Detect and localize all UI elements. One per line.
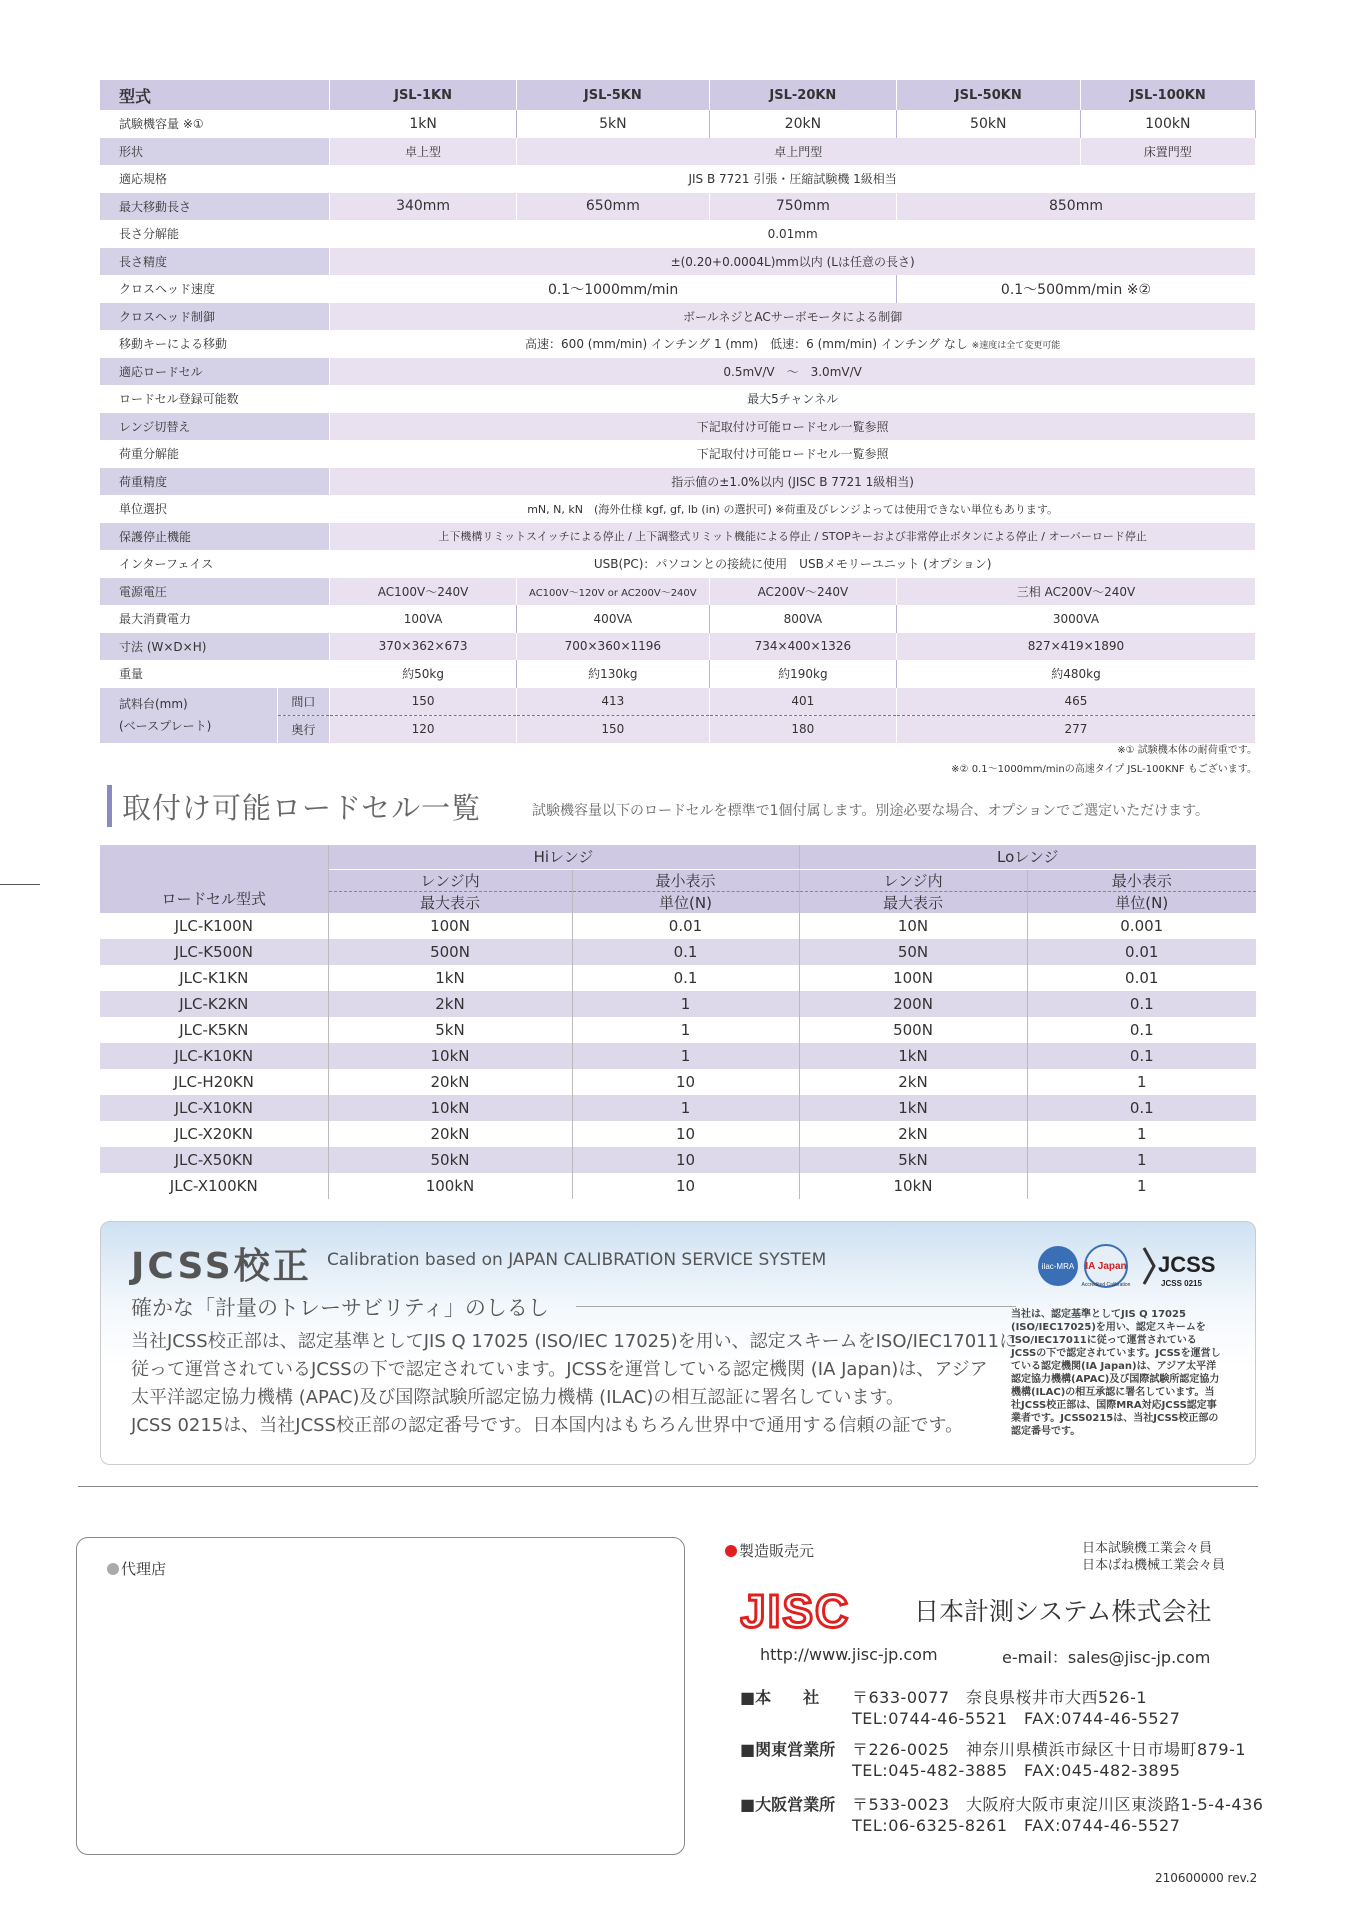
spec-row-capacity	[100, 110, 1256, 138]
spec-label: クロスヘッド制御	[100, 303, 330, 331]
lc-cell: JLC-X10KN	[100, 1095, 328, 1121]
spec-label: 適応ロードセル	[100, 358, 330, 386]
spec-value: 約190kg	[709, 660, 896, 688]
spec-row-weight	[100, 660, 1256, 688]
spec-row-consumption	[100, 605, 1256, 633]
email-link[interactable]: e-mail：sales@jisc-jp.com	[1002, 1648, 1211, 1667]
lc-cell: 1kN	[799, 1095, 1027, 1121]
maker-text: 製造販売元	[739, 1542, 815, 1560]
spec-row-protect	[100, 523, 1256, 551]
lc-cell: 20kN	[328, 1121, 572, 1147]
table-label-1: 試料台(mm)	[119, 697, 188, 711]
website-link[interactable]: http://www.jisc-jp.com	[760, 1645, 938, 1664]
jcss-logo-num: JCSS 0215	[1161, 1279, 1202, 1288]
lc-cell: 1	[572, 1017, 799, 1043]
spec-row-power	[100, 578, 1256, 606]
member-line: 日本試験機工業会々員	[1082, 1541, 1213, 1556]
lc-cell: 10	[572, 1121, 799, 1147]
spec-row-shape	[100, 138, 1256, 166]
spec-label: 寸法 (W×D×H)	[100, 633, 330, 661]
office-name: ■本 社	[740, 1688, 820, 1707]
lc-cell: 0.01	[1027, 939, 1256, 965]
lc-cell: 100N	[328, 913, 572, 939]
office-address: 〒533-0023 大阪府大阪市東淀川区東淡路1-5-4-436	[852, 1795, 1264, 1814]
lc-cell: 0.1	[1027, 991, 1256, 1017]
lc-lo-max: 最大表示	[799, 891, 1027, 913]
company-name: 日本計測システム株式会社	[914, 1597, 1212, 1626]
lc-cell: 100N	[799, 965, 1027, 991]
spec-label: 重量	[100, 660, 330, 688]
office-phone: TEL:045-482-3885 FAX:045-482-3895	[852, 1761, 1181, 1780]
spec-label: 最大消費電力	[100, 605, 330, 633]
spec-value: 277	[896, 715, 1255, 743]
spec-label: 保護停止機能	[100, 523, 330, 551]
spec-value: 0.1～1000mm/min	[330, 275, 897, 303]
model-jsl-5kn: JSL-5KN	[516, 80, 709, 110]
spec-value: 850mm	[896, 193, 1255, 221]
lc-col-model: ロードセル型式	[100, 845, 328, 913]
lc-row	[100, 1173, 1256, 1199]
lc-cell: 2kN	[328, 991, 572, 1017]
spec-header-row	[100, 80, 1256, 110]
loadcell-section-title: 取付け可能ロードセル一覧	[122, 791, 482, 825]
spec-note-1: ※① 試験機本体の耐荷重です。	[1117, 745, 1257, 756]
spec-value: 5kN	[516, 110, 709, 138]
spec-row-load-acc	[100, 468, 1256, 496]
jcss-body-line: 太平洋認定協力機構 (APAC)及び国際試験所認定協力機構 (ILAC)の相互認証に署名しています。	[131, 1387, 904, 1408]
lc-cell: JLC-H20KN	[100, 1069, 328, 1095]
spec-value: 827×419×1890	[896, 633, 1255, 661]
spec-value: 750mm	[709, 193, 896, 221]
spec-value: 400VA	[516, 605, 709, 633]
spec-row-load-res	[100, 440, 1256, 468]
revision-code: 210600000 rev.2	[1155, 1871, 1258, 1885]
jcss-body	[131, 1328, 1036, 1440]
lc-cell: 500N	[328, 939, 572, 965]
lc-cell: 10	[572, 1147, 799, 1173]
spec-label: クロスヘッド速度	[100, 275, 330, 303]
lc-cell: 1kN	[799, 1043, 1027, 1069]
lc-hi-range: Hiレンジ	[328, 845, 799, 869]
spec-value: 約130kg	[516, 660, 709, 688]
spec-value	[330, 330, 1256, 358]
lc-cell: 1	[1027, 1121, 1256, 1147]
lc-cell: 0.1	[1027, 1017, 1256, 1043]
lc-hi-unit: 単位(N)	[572, 891, 799, 913]
jcss-side-text: 当社は、認定基準としてJIS Q 17025 (ISO/IEC17025)を用い、認定スキームをISO/IEC17011に従って運営されているJCSSの下で認定されています。JCSSを運営している認定機関(IA Japan)は、アジア太平洋認定協力機構(APAC)及び国際試験所認定協力機構(ILAC)の相互承認に署名しています。当社JCSS校正部は、国際MRA対応JCSS認定事業者です。JCSS0215は、当社JCSS校正部の認定番号です。	[1011, 1309, 1221, 1437]
office-address: 〒633-0077 奈良県桜井市大西526-1	[852, 1688, 1148, 1707]
spec-value: AC100V～120V or AC200V～240V	[516, 578, 709, 606]
spec-value: 20kN	[709, 110, 896, 138]
spec-value: 50kN	[896, 110, 1080, 138]
spec-value: USB(PC)：パソコンとの接続に使用 USBメモリーユニット (オプション)	[330, 550, 1256, 578]
jcss-body-line: 従って運営されているJCSSの下で認定されています。JCSSを運営している認定機関 (IA Japan)は、アジア	[131, 1359, 988, 1380]
lc-row	[100, 1017, 1256, 1043]
spec-value: 下記取付け可能ロードセル一覧参照	[330, 413, 1256, 441]
lc-cell: 50N	[799, 939, 1027, 965]
lc-cell: 0.1	[572, 965, 799, 991]
table-label-2: (ベースプレート)	[119, 719, 212, 733]
spec-value: 401	[709, 688, 896, 716]
lc-cell: JLC-K10KN	[100, 1043, 328, 1069]
lc-cell: 5kN	[799, 1147, 1027, 1173]
jcss-tagline: 確かな「計量のトレーサビリティ」のしるし	[131, 1296, 549, 1320]
spec-value: 卓上門型	[516, 138, 1080, 166]
spec-label: 単位選択	[100, 495, 330, 523]
lc-cell: 1	[572, 1043, 799, 1069]
spec-sublabel: 間口	[277, 688, 330, 716]
lc-lo-range: Loレンジ	[799, 845, 1256, 869]
spec-value: 465	[896, 688, 1255, 716]
bullet-icon	[107, 1563, 119, 1575]
lc-cell: 10N	[799, 913, 1027, 939]
spec-value: 700×360×1196	[516, 633, 709, 661]
spec-label: インターフェイス	[100, 550, 330, 578]
move-text: 高速：600 (mm/min) インチング 1 (mm) 低速：6 (mm/min) インチング なし	[525, 337, 968, 352]
lc-header-1	[100, 845, 1256, 869]
spec-note-2: ※② 0.1～1000mm/minの高速タイプ JSL-100KNF もございます。	[951, 764, 1257, 775]
lc-row	[100, 1095, 1256, 1121]
spec-value: 100kN	[1080, 110, 1255, 138]
side-rule	[0, 884, 40, 885]
spec-row-len-acc	[100, 248, 1256, 276]
loadcell-table	[100, 845, 1256, 1199]
spec-label	[100, 688, 277, 743]
spec-label: 試験機容量 ※①	[100, 110, 330, 138]
jisc-logo	[740, 1587, 885, 1635]
spec-value: 0.1～500mm/min ※②	[896, 275, 1255, 303]
spec-label: 形状	[100, 138, 330, 166]
lc-lo-unit: 単位(N)	[1027, 891, 1256, 913]
spec-value: 413	[516, 688, 709, 716]
lc-row	[100, 913, 1256, 939]
lc-cell: 50kN	[328, 1147, 572, 1173]
spec-table	[100, 80, 1256, 743]
spec-value: 3000VA	[896, 605, 1255, 633]
jcss-subtitle: Calibration based on JAPAN CALIBRATION SERVICE SYSTEM	[327, 1250, 827, 1270]
lc-cell: JLC-K500N	[100, 939, 328, 965]
lc-cell: 0.01	[1027, 965, 1256, 991]
lc-cell: 100kN	[328, 1173, 572, 1199]
spec-value: 180	[709, 715, 896, 743]
ilac-mra-text: ilac-MRA	[1041, 1262, 1075, 1271]
lc-cell: 0.1	[1027, 1095, 1256, 1121]
spec-value: 0.01mm	[330, 220, 1256, 248]
lc-cell: JLC-X50KN	[100, 1147, 328, 1173]
lc-row	[100, 991, 1256, 1017]
spec-value: 卓上型	[330, 138, 517, 166]
lc-row	[100, 1043, 1256, 1069]
spec-row-channels	[100, 385, 1256, 413]
tagline-rule	[576, 1306, 1016, 1307]
lc-cell: 5kN	[328, 1017, 572, 1043]
spec-value: 100VA	[330, 605, 517, 633]
move-note: ※速度は全て変更可能	[971, 341, 1061, 352]
spec-value: 0.5mV/V ～ 3.0mV/V	[330, 358, 1256, 386]
lc-cell: 10kN	[799, 1173, 1027, 1199]
spec-value: 650mm	[516, 193, 709, 221]
lc-cell: 10	[572, 1173, 799, 1199]
lc-cell: 10kN	[328, 1043, 572, 1069]
spec-value: ±(0.20+0.0004L)mm以内 (Lは任意の長さ)	[330, 248, 1256, 276]
spec-row-size	[100, 633, 1256, 661]
spec-value: AC200V～240V	[709, 578, 896, 606]
jcss-title: JCSS校正	[131, 1246, 312, 1287]
spec-label: 最大移動長さ	[100, 193, 330, 221]
spec-label: 適応規格	[100, 165, 330, 193]
loadcell-section-note: 試験機容量以下のロードセルを標準で1個付属します。別途必要な場合、オプションでご選定いただけます。	[532, 803, 1209, 819]
lc-cell: 500N	[799, 1017, 1027, 1043]
spec-label: ロードセル登録可能数	[100, 385, 330, 413]
jcss-logo-text: JCSS	[1158, 1252, 1216, 1277]
lc-cell: 1	[572, 1095, 799, 1121]
spec-value: 指示値の±1.0%以内 (JISC B 7721 1級相当)	[330, 468, 1256, 496]
spec-value: 上下機構リミットスイッチによる停止 / 上下調整式リミット機能による停止 / STOPキーおよび非常停止ボタンによる停止 / オーバーロード停止	[330, 523, 1256, 551]
lc-cell: JLC-K100N	[100, 913, 328, 939]
lc-cell: 0.1	[1027, 1043, 1256, 1069]
lc-hi-in-range: レンジ内	[328, 869, 572, 891]
lc-cell: 0.001	[1027, 913, 1256, 939]
spec-value: JIS B 7721 引張・圧縮試験機 1級相当	[330, 165, 1256, 193]
lc-row	[100, 1121, 1256, 1147]
spec-row-units	[100, 495, 1256, 523]
lc-lo-min: 最小表示	[1027, 869, 1256, 891]
spec-label: 荷重分解能	[100, 440, 330, 468]
jcss-body-line: 当社JCSS校正部は、認定基準としてJIS Q 17025 (ISO/IEC 17025)を用い、認定スキームをISO/IEC17011に	[131, 1331, 1018, 1352]
model-jsl-20kn: JSL-20KN	[709, 80, 896, 110]
bullet-icon	[725, 1545, 737, 1557]
spec-value: 150	[330, 688, 517, 716]
office-name: ■大阪営業所	[740, 1795, 836, 1814]
spec-row-move	[100, 330, 1256, 358]
lc-cell: JLC-K2KN	[100, 991, 328, 1017]
lc-cell: 1	[1027, 1173, 1256, 1199]
footer-rule	[78, 1486, 1258, 1487]
office-name: ■関東営業所	[740, 1740, 836, 1759]
spec-label: 長さ精度	[100, 248, 330, 276]
spec-header-label: 型式	[100, 80, 330, 110]
lc-cell: 1	[1027, 1069, 1256, 1095]
lc-cell: 20kN	[328, 1069, 572, 1095]
spec-label: レンジ切替え	[100, 413, 330, 441]
spec-row-loadcell	[100, 358, 1256, 386]
maker-label	[725, 1540, 814, 1561]
spec-row-interface	[100, 550, 1256, 578]
spec-value: AC100V～240V	[330, 578, 517, 606]
model-jsl-50kn: JSL-50KN	[896, 80, 1080, 110]
section-bar	[107, 785, 112, 827]
spec-value: 約50kg	[330, 660, 517, 688]
office-address: 〒226-0025 神奈川県横浜市緑区十日市場町879-1	[852, 1740, 1247, 1759]
spec-label: 長さ分解能	[100, 220, 330, 248]
spec-value: 150	[516, 715, 709, 743]
member-line: 日本ばね機械工業会々員	[1082, 1558, 1226, 1573]
jcss-box	[100, 1221, 1256, 1465]
spec-value: 最大5チャンネル	[330, 385, 1256, 413]
spec-row-range	[100, 413, 1256, 441]
spec-value: 1kN	[330, 110, 517, 138]
spec-value: 800VA	[709, 605, 896, 633]
ia-japan-text: IA Japan	[1085, 1261, 1127, 1272]
spec-value: 三相 AC200V～240V	[896, 578, 1255, 606]
spec-value: 約480kg	[896, 660, 1255, 688]
spec-row-speed	[100, 275, 1256, 303]
spec-sublabel: 奥行	[277, 715, 330, 743]
lc-row	[100, 1147, 1256, 1173]
ia-japan-sub: Accredited Calibration	[1081, 1282, 1131, 1288]
spec-label: 荷重精度	[100, 468, 330, 496]
lc-row	[100, 1069, 1256, 1095]
lc-cell: 10kN	[328, 1095, 572, 1121]
spec-row-stroke	[100, 193, 1256, 221]
lc-row	[100, 939, 1256, 965]
spec-value: 床置門型	[1080, 138, 1255, 166]
spec-value: 370×362×673	[330, 633, 517, 661]
spec-row-control	[100, 303, 1256, 331]
model-jsl-100kn: JSL-100KN	[1080, 80, 1255, 110]
spec-row-standard	[100, 165, 1256, 193]
lc-lo-in-range: レンジ内	[799, 869, 1027, 891]
agent-text: 代理店	[121, 1560, 167, 1578]
lc-cell: 200N	[799, 991, 1027, 1017]
membership	[1082, 1540, 1225, 1574]
spec-value: 734×400×1326	[709, 633, 896, 661]
spec-row-table-w	[100, 688, 1256, 716]
jisc-logo-text: JISC	[740, 1587, 851, 1635]
lc-cell: 10	[572, 1069, 799, 1095]
office-phone: TEL:0744-46-5521 FAX:0744-46-5527	[852, 1709, 1181, 1728]
jcss-body-line: JCSS 0215は、当社JCSS校正部の認定番号です。日本国内はもちろん世界中で通用する信頼の証です。	[131, 1415, 964, 1436]
lc-hi-min: 最小表示	[572, 869, 799, 891]
lc-cell: JLC-K1KN	[100, 965, 328, 991]
model-jsl-1kn: JSL-1KN	[330, 80, 517, 110]
spec-value: 340mm	[330, 193, 517, 221]
office-phone: TEL:06-6325-8261 FAX:0744-46-5527	[852, 1816, 1181, 1835]
lc-hi-max: 最大表示	[328, 891, 572, 913]
spec-value: 下記取付け可能ロードセル一覧参照	[330, 440, 1256, 468]
lc-cell: 1	[1027, 1147, 1256, 1173]
spec-value: mN, N, kN (海外仕様 kgf, gf, lb (in) の選択可) ※荷重及びレンジよっては使用できない単位もあります。	[330, 495, 1256, 523]
lc-cell: JLC-X20KN	[100, 1121, 328, 1147]
lc-cell: 1kN	[328, 965, 572, 991]
lc-cell: JLC-K5KN	[100, 1017, 328, 1043]
lc-cell: 2kN	[799, 1069, 1027, 1095]
lc-row	[100, 965, 1256, 991]
spec-label: 移動キーによる移動	[100, 330, 330, 358]
lc-cell: 1	[572, 991, 799, 1017]
spec-value: 120	[330, 715, 517, 743]
lc-cell: JLC-X100KN	[100, 1173, 328, 1199]
spec-label: 電源電圧	[100, 578, 330, 606]
jcss-mark-icon	[1144, 1248, 1154, 1284]
lc-cell: 0.1	[572, 939, 799, 965]
lc-cell: 2kN	[799, 1121, 1027, 1147]
spec-row-len-res	[100, 220, 1256, 248]
accreditation-logos	[1036, 1236, 1236, 1296]
lc-body	[100, 913, 1256, 1199]
lc-cell: 0.01	[572, 913, 799, 939]
agent-box	[76, 1537, 685, 1855]
agent-label	[107, 1558, 166, 1579]
spec-value: ボールネジとACサーボモータによる制御	[330, 303, 1256, 331]
